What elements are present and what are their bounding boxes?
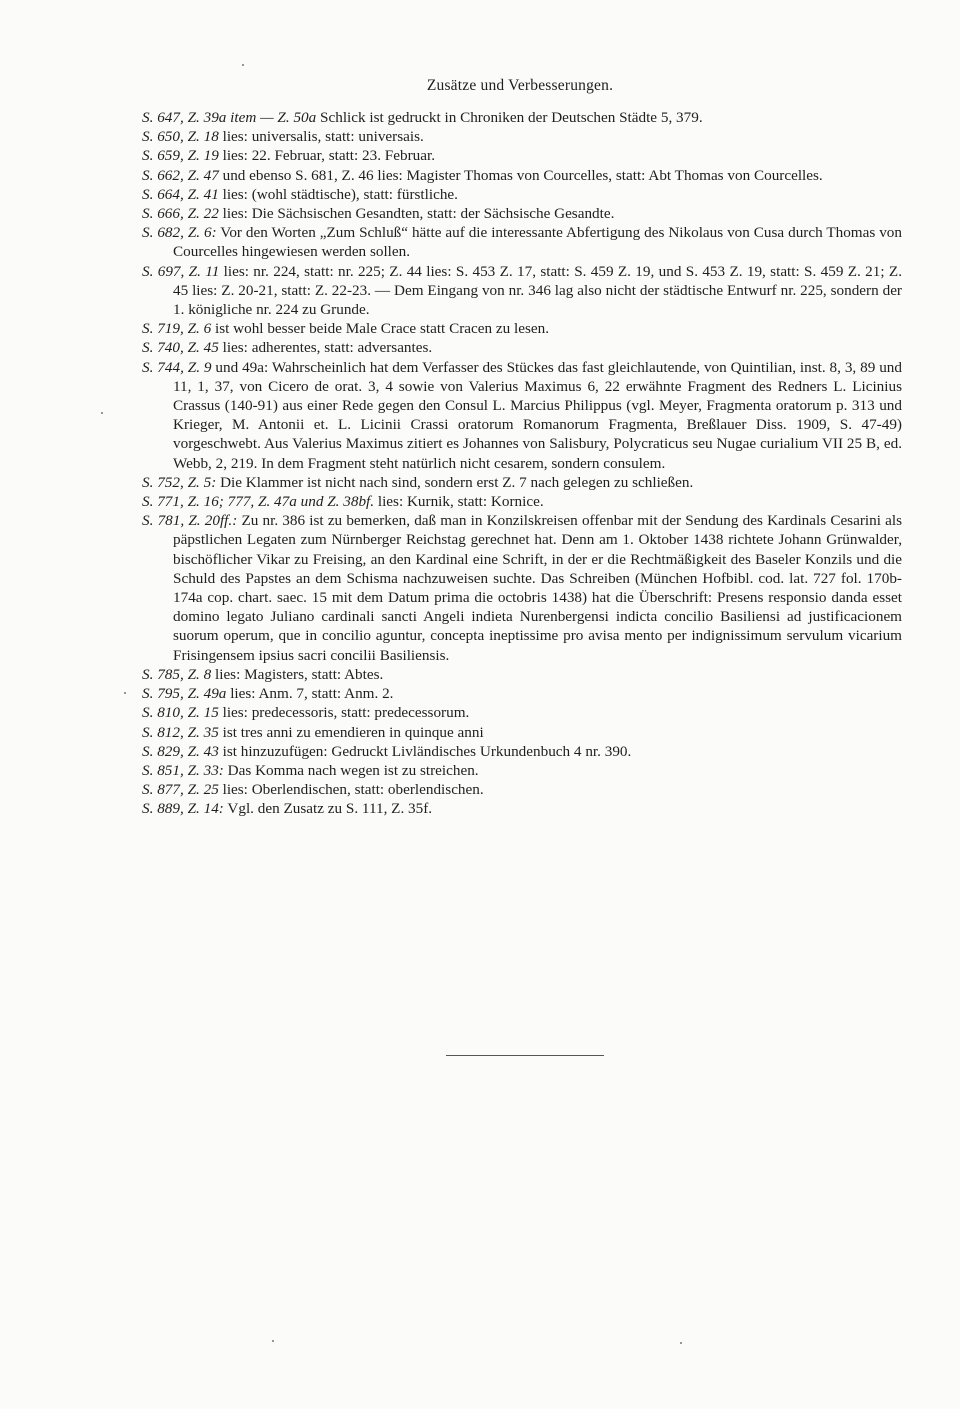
entry-text: Das Komma nach wegen ist zu streichen. [223,761,479,779]
entry-text: Vgl. den Zusatz zu S. 111, Z. 35f. [223,800,433,818]
entry-reference: S. 659, Z. 19 [142,147,219,165]
entry-reference: S. 647, Z. 39a item — Z. 50a [142,109,317,126]
correction-entry [142,799,902,818]
correction-entry [142,166,902,185]
entry-text: lies: Oberlendischen, statt: oberlendischen. [218,781,484,799]
correction-entry [142,665,902,684]
correction-entry [142,742,902,761]
correction-entry [142,684,902,703]
entry-text: lies: universalis, statt: universais. [218,128,424,146]
entry-text: lies: (wohl städtische), statt: fürstliche. [218,185,458,203]
corrections-list [142,108,902,819]
entry-text: lies: Magisters, statt: Abtes. [211,665,384,683]
scan-speck [242,64,244,66]
correction-entry [142,703,902,722]
correction-entry [142,511,902,665]
correction-entry [142,223,902,261]
entry-reference: S. 664, Z. 41 [142,185,219,203]
entry-reference: S. 851, Z. 33: [142,761,224,779]
entry-text: und ebenso S. 681, Z. 46 lies: Magister Thomas von Courcelles, statt: Abt Thomas von Courcelles. [218,166,823,184]
entry-text: ist wohl besser beide Male Crace statt Cracen zu lesen. [211,320,550,338]
entry-reference: S. 662, Z. 47 [142,166,219,184]
correction-entry [142,108,902,127]
entry-text: Schlick ist gedruckt in Chroniken der Deutschen Städte 5, 379. [316,109,703,126]
entry-reference: S. 697, Z. 11 [142,262,220,280]
correction-entry [142,358,902,473]
divider-rule [446,1055,604,1056]
entry-reference: S. 877, Z. 25 [142,781,219,799]
entry-text: ist tres anni zu emendieren in quinque anni [218,723,484,741]
entry-reference: S. 740, Z. 45 [142,339,219,357]
correction-entry [142,204,902,223]
correction-entry [142,780,902,799]
entry-reference: S. 812, Z. 35 [142,723,219,741]
correction-entry [142,146,902,165]
scan-speck [101,412,103,414]
entry-text: Zu nr. 386 ist zu bemerken, daß man in Konzilskreisen offenbar mit der Sendung des Kardinals Cesarini als päpstlichen Legaten zum Nürnberger Reichstag gerechnet hat. Denn am 1. Oktober 1438 richtete Johann Grünwalder, bischöflicher Vikar zu Freising, an den Kardinal eine Schrift, in der er die Rechtmäßigkeit des Baseler Konzils und die Schuld des Papstes an dem Schisma nachzuweisen suchte. Das Schreiben (München Hofbibl. cod. lat. 727 fol. 170b-174a cop. chart. saec. 15 mit dem Datum prima die octobris 1438) hat die Überschrift: Presens responsio danda esset domino legato Juliano cardinali sancti Angeli indieta Nurenbergensi indicta concilio Basiliensi ad justificacionem suorum operum, que in concilio aguntur, concepta ineptissime pro avisa mento per indignissimum servulum vicarium Frisingensem ipsius sacri concilii Basiliensis. [173,512,902,664]
entry-text: lies: Kurnik, statt: Kornice. [374,493,544,511]
entry-reference: S. 752, Z. 5: [142,473,217,491]
entry-reference: S. 744, Z. 9 [142,358,212,376]
correction-entry [142,761,902,780]
entry-text: lies: Anm. 7, statt: Anm. 2. [226,685,394,703]
scan-speck [272,1340,274,1342]
scan-speck [124,692,126,694]
entry-reference: S. 650, Z. 18 [142,128,219,146]
correction-entry [142,338,902,357]
entry-reference: S. 771, Z. 16; 777, Z. 47a und Z. 38bf. [142,493,375,511]
entry-reference: S. 795, Z. 49a [142,685,227,703]
correction-entry [142,319,902,338]
entry-text: Vor den Worten „Zum Schluß“ hätte auf die interessante Abfertigung des Nikolaus von Cusa durch Thomas von Courcelles hingewiesen werden sollen. [173,224,902,261]
entry-text: lies: 22. Februar, statt: 23. Februar. [218,147,435,165]
correction-entry [142,473,902,492]
entry-reference: S. 829, Z. 43 [142,742,219,760]
entry-reference: S. 781, Z. 20ff.: [142,512,238,530]
page-title: Zusätze und Verbesserungen. [426,77,614,94]
scan-speck [680,1342,682,1344]
entry-text: lies: nr. 224, statt: nr. 225; Z. 44 lies: S. 453 Z. 17, statt: S. 459 Z. 19, und S. 453 Z. 19, statt: S. 459 Z. 21; Z. 45 lies: Z. 20-21, statt: Z. 22-23. — Dem Eingang von nr. 346 lag also nicht der städtische Entwurf nr. 225, sondern der 1. königliche nr. 224 zu Grunde. [173,262,902,319]
entry-text: ist hinzuzufügen: Gedruckt Livländisches Urkundenbuch 4 nr. 390. [218,742,632,760]
entry-reference: S. 889, Z. 14: [142,800,224,818]
correction-entry [142,262,902,320]
entry-text: Die Klammer ist nicht nach sind, sondern erst Z. 7 nach gelegen zu schließen. [216,473,694,491]
correction-entry [142,492,902,511]
correction-entry [142,127,902,146]
correction-entry [142,185,902,204]
entry-reference: S. 785, Z. 8 [142,665,212,683]
entry-text: lies: Die Sächsischen Gesandten, statt: der Sächsische Gesandte. [218,205,615,223]
entry-reference: S. 719, Z. 6 [142,320,212,338]
entry-text: und 49a: Wahrscheinlich hat dem Verfasser des Stückes das fast gleichlautende, von Quintilian, inst. 8, 3, 89 und 11, 1, 37, von Cicero de orat. 3, 4 sowie von Valerius Maximus 6, 22 erwähnte Fragment des Redners L. Licinius Crassus (140-91) aus einer Rede gegen den Consul L. Marcius Philippus (vgl. Meyer, Fragmenta oratorum p. 313 und Krieger, M. Antonii et. L. Licinii Crassi oratorum Romanorum Fragmenta, Breßlauer Diss. 1909, S. 47-49) vorgeschwebt. Aus Valerius Maximus zitiert es Johannes von Salisbury, Polycraticus seu Nugae curialium VII 25 B, ed. Webb, 2, 219. In dem Fragment steht natürlich nicht cesarem, sondern consulem. [173,358,902,472]
entry-reference: S. 810, Z. 15 [142,704,219,722]
entry-reference: S. 682, Z. 6: [142,224,217,242]
entry-text: lies: adherentes, statt: adversantes. [218,339,433,357]
correction-entry [142,723,902,742]
entry-text: lies: predecessoris, statt: predecessorum. [218,704,470,722]
entry-reference: S. 666, Z. 22 [142,205,219,223]
